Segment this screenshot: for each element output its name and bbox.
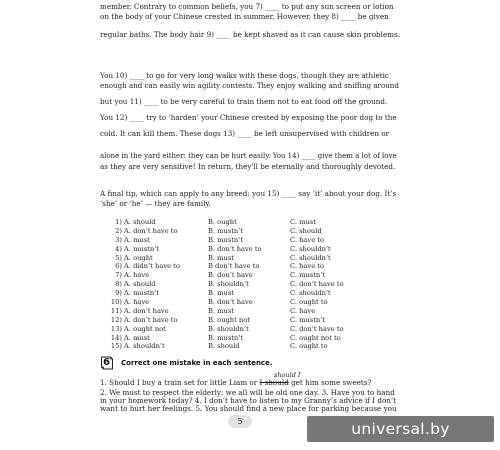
handwritten-correction: should I — [274, 371, 301, 379]
option-a: A. ought not — [124, 324, 166, 333]
option-b: B. don’t have — [208, 298, 253, 307]
exercise-title: Correct one mistake in each sentence. — [121, 359, 273, 367]
text-line: alone in the yard either: they can be hurt easily. You 14) ____ give them a lot of love — [100, 152, 397, 160]
option-b: B. should — [208, 342, 240, 351]
option-b: B. mustn’t — [208, 333, 244, 342]
option-a: A. should — [124, 280, 156, 289]
option-b: B. shouldn’t — [208, 280, 249, 289]
text-line: regular baths. The body hair 9) ____ be kept shaved as it can cause skin problems. — [100, 30, 400, 39]
option-b: B. mustn’t — [208, 226, 244, 235]
option-b: B. must — [208, 289, 234, 298]
option-a: A. ought — [124, 253, 153, 262]
text-line: cold. It can kill them. These dogs 13) ____ be left unsupervised with children or — [100, 129, 390, 138]
option-a: A. mustn’t — [124, 289, 159, 298]
option-a: A. don’t have — [124, 306, 169, 315]
item-number: 12) — [110, 315, 122, 324]
exercise-number: 6 — [103, 357, 110, 368]
option-a: A. must — [124, 235, 150, 244]
option-b: B. don’t have to — [208, 244, 262, 253]
option-a: A. shouldn’t — [124, 342, 165, 351]
option-c: C. ought not to — [290, 333, 341, 342]
item-number: 8) — [115, 280, 122, 289]
item-number: 5) — [115, 253, 122, 262]
option-c: C. have — [290, 306, 316, 315]
option-c: C. must — [290, 218, 316, 226]
exercise-line: 2. We must to respect the elderly: we all will be old one day. 3. Have you to hand — [100, 388, 395, 397]
option-a: A. didn’t have to — [124, 262, 180, 271]
option-a: A. don’t have to — [124, 315, 178, 324]
option-c: C. have to — [290, 235, 324, 244]
struck-words: I should — [259, 378, 289, 387]
page-number-badge — [228, 415, 252, 428]
page-number: 5 — [237, 417, 243, 426]
option-c: C. don’t have to — [290, 324, 344, 333]
option-b: B. must — [208, 306, 234, 315]
option-c: C. don’t have to — [290, 280, 344, 289]
text-line: but you 11) ____ to be very careful to train them not to eat food off the ground. — [100, 97, 388, 106]
option-c: C. mustn’t — [290, 271, 326, 280]
option-b: B don’t have to — [208, 262, 260, 271]
item-number: 7) — [115, 271, 122, 280]
option-c: C. should — [290, 226, 322, 235]
option-a: A. should — [124, 218, 156, 226]
text-line: as they are very sensitive! In return, they'll be eternally and thoroughly devoted. — [100, 162, 396, 171]
exercise-line — [100, 378, 400, 388]
text-line: enough and can easily win agility contests. They enjoy walking and sniffing around — [100, 81, 399, 90]
option-b: B. mustn’t — [208, 235, 244, 244]
item-number: 3) — [115, 235, 122, 244]
option-a: A. mustn’t — [124, 244, 159, 253]
text-line: ‘she’ or ‘he’ — they are family. — [100, 199, 211, 208]
text-line: You 12) ____ try to ‘harden’ your Chinese crested by exposing the poor dog to the — [100, 113, 397, 122]
option-c: C. mustn’t — [290, 315, 326, 324]
text-line: You 10) ____ to go for very long walks with these dogs, though they are athletic — [100, 71, 389, 80]
option-c: C. shouldn’t — [290, 289, 331, 298]
option-a: A. have — [124, 298, 150, 307]
watermark-badge — [307, 416, 494, 442]
item-number: 10) — [110, 298, 122, 307]
item-number: 15) — [110, 342, 122, 351]
item-number: 13) — [110, 324, 122, 333]
item-number: 11) — [110, 306, 122, 315]
option-c: C. shouldn’t — [290, 244, 331, 253]
option-a: A. must — [124, 333, 150, 342]
item-number: 14) — [110, 333, 122, 342]
option-a: A. don’t have to — [124, 226, 178, 235]
item-number: 6) — [115, 262, 122, 271]
option-b: B. ought — [208, 218, 237, 226]
item-number: 9) — [115, 289, 122, 298]
exercise-sentence-start: 1. Should I buy a train set for little Liam or — [100, 378, 260, 387]
option-b: B. shouldn’t — [208, 324, 249, 333]
option-c: C. shouldn’t — [290, 253, 331, 262]
text-line: member. Contrary to common beliefs, you 7) ____ to put any sun screen or lotion — [100, 2, 394, 11]
text-line: A final tip, which can apply to any breed: you 15) ____ say ‘it’ about your dog. It’s — [100, 189, 397, 198]
item-number: 4) — [115, 244, 122, 253]
watermark-text: universal.by — [351, 420, 450, 438]
exercise-line: want to hurt her feelings. 5. You should find a new place for parking because you — [100, 404, 397, 413]
option-b: B. don’t have — [208, 271, 253, 280]
option-c: C. have to — [290, 262, 324, 271]
option-b: B. must — [208, 253, 234, 262]
option-b: B. ought not — [208, 315, 250, 324]
item-number: 1) — [115, 218, 122, 226]
option-a: A. have — [124, 271, 150, 280]
exercise-line: in your homework today? 4. I don’t have to listen to my Granny’s advice if I don’t — [100, 396, 397, 405]
item-number: 2) — [115, 226, 122, 235]
text-line: on the body of your Chinese crested in summer. However, they 8) ____ be given — [100, 12, 389, 21]
option-c: C. ought to — [290, 342, 328, 351]
option-c: C. ought to — [290, 298, 328, 307]
exercise-sentence-end: get him some sweets? — [288, 378, 372, 387]
